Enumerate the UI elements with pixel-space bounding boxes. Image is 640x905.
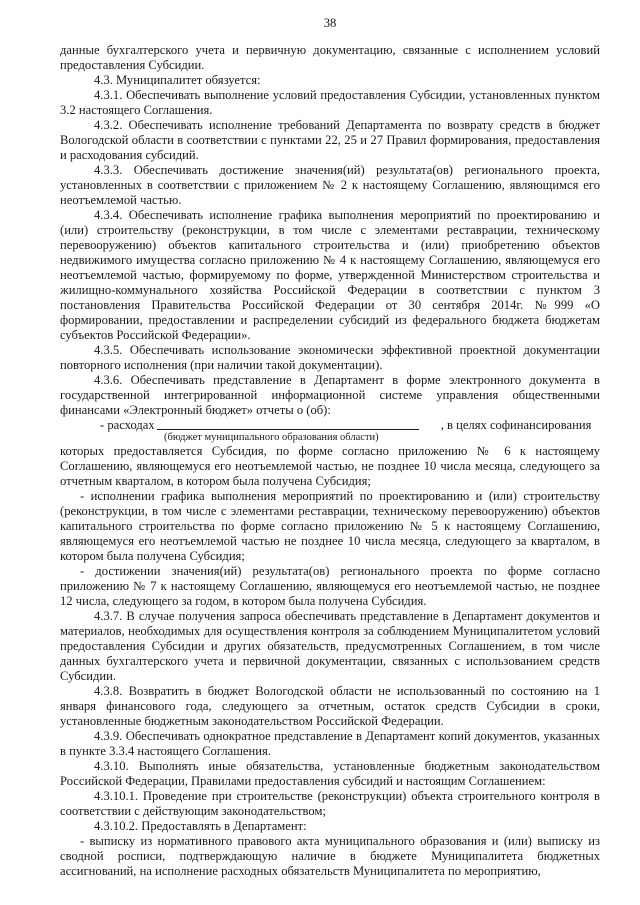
blank-caption: (бюджет муниципального образования области) <box>164 432 379 443</box>
blank-underline <box>157 429 419 430</box>
clause-4-3-2: 4.3.2. Обеспечивать исполнение требований Департамента по возврату средств в бюджет Вологодской области в соответствии с пунктами 22, 25 и 27 Правил формирования, предоставления и расходования субсидий. <box>60 118 600 162</box>
clause-4-3-10-1: 4.3.10.1. Проведение при строительстве (реконструкции) объекта строительного контроля в соответствии с действующим законодательством; <box>60 789 600 818</box>
section-4-3-heading: 4.3. Муниципалитет обязуется: <box>94 73 261 87</box>
clause-4-3-6: 4.3.6. Обеспечивать представление в Департамент в форме электронного документа в государственной интегрированной информационной системе управления общественными финансами «Электронный бюджет» отчеты о (об): <box>60 373 600 417</box>
expense-prefix: - расходах <box>100 418 155 432</box>
clause-4-3-4: 4.3.4. Обеспечивать исполнение графика выполнения мероприятий по проектированию и (или) строительству (реконструкции, в том числе с элементами реставрации, техническому перевооружению) объектов капитального строительства и (или) приобретению объектов недвижимого имущества согласно приложению № 4 к настоящему Соглашению, являющемуся его неотъемлемой частью, формируемому по форме, утвержденной Министерством строительства и жилищно-коммунального хозяйства Российской Федерации в соответствии с пунктом 3 постановления Правительства Российской Федерации от 30 сентября 2014г. №999 «О формировании, предоставлении и распределении субсидий из федерального бюджета бюджетам субъектов Российской Федерации». <box>60 208 600 342</box>
clause-4-3-10: 4.3.10. Выполнять иные обязательства, установленные бюджетным законодательством Российской Федерации, Правилами предоставления субсидий и настоящим Соглашением: <box>60 759 600 788</box>
paragraph-continuation: данные бухгалтерского учета и первичную документацию, связанные с исполнением условий предоставления Субсидии. <box>60 43 600 72</box>
expense-blank-line <box>60 418 600 433</box>
clause-4-3-9: 4.3.9. Обеспечивать однократное представление в Департамент копий документов, указанных в пункте 3.3.4 настоящего Соглашения. <box>60 729 600 758</box>
clause-4-3-10-2: 4.3.10.2. Предоставлять в Департамент: <box>94 819 307 833</box>
budget-extract-item: - выписку из нормативного правового акта муниципального образования и (или) выписку из сводной росписи, подтверждающую наличие в бюджете Муниципалитета бюджетных ассигнований, на исполнение расходных обязательств Муниципалитета по мероприятию, <box>60 834 600 878</box>
clause-4-3-5: 4.3.5. Обеспечивать использование экономически эффективной проектной документации повторного исполнения (при наличии такой документации). <box>60 343 600 372</box>
results-report-item: - достижении значения(ий) результата(ов) регионального проекта по форме согласно приложению № 7 к настоящему Соглашению, являющемуся его неотъемлемой частью, не позднее 12 числа, следующего за годом, в котором была получена Субсидия. <box>60 564 600 608</box>
expense-report-text: которых предоставляется Субсидия, по форме согласно приложению № 6 к настоящему Соглашению, являющемуся его неотъемлемой частью, не позднее 10 числа месяца, следующего за отчетным кварталом, в котором была получена Субсидия; <box>60 444 600 488</box>
expense-suffix: , в целях софинансирования <box>440 418 592 432</box>
clause-4-3-3: 4.3.3. Обеспечивать достижение значения(ий) результата(ов) регионального проекта, установленных в соответствии с приложением № 2 к настоящему Соглашению, являющимся его неотъемлемой частью. <box>60 163 600 207</box>
clause-4-3-8: 4.3.8. Возвратить в бюджет Вологодской области не использованный по состоянию на 1 января финансового года, следующего за отчетным, остаток средств Субсидии в сроки, установленные бюджетным законодательством Российской Федерации. <box>60 684 600 728</box>
page-number: 38 <box>323 16 337 30</box>
clause-4-3-7: 4.3.7. В случае получения запроса обеспечивать представление в Департамент документов и материалов, необходимых для осуществления контроля за соблюдением Муниципалитетом условий предоставления Субсидии и других обязательств, предусмотренных Соглашением, в том числе данных бухгалтерского учета и первичной документации, связанных с использованием средств Субсидии. <box>60 609 600 683</box>
schedule-report-item: - исполнении графика выполнения мероприятий по проектированию и (или) строительству (реконструкции, в том числе с элементами реставрации, техническому перевооружению) объектов капитального строительства по форме согласно приложению № 5 к настоящему Соглашению, являющемуся его неотъемлемой частью не позднее 10 числа месяца, следующего за кварталом, в котором была получена Субсидия; <box>60 489 600 563</box>
clause-4-3-1: 4.3.1. Обеспечивать выполнение условий предоставления Субсидии, установленных пунктом 3.2 настоящего Соглашения. <box>60 88 600 117</box>
